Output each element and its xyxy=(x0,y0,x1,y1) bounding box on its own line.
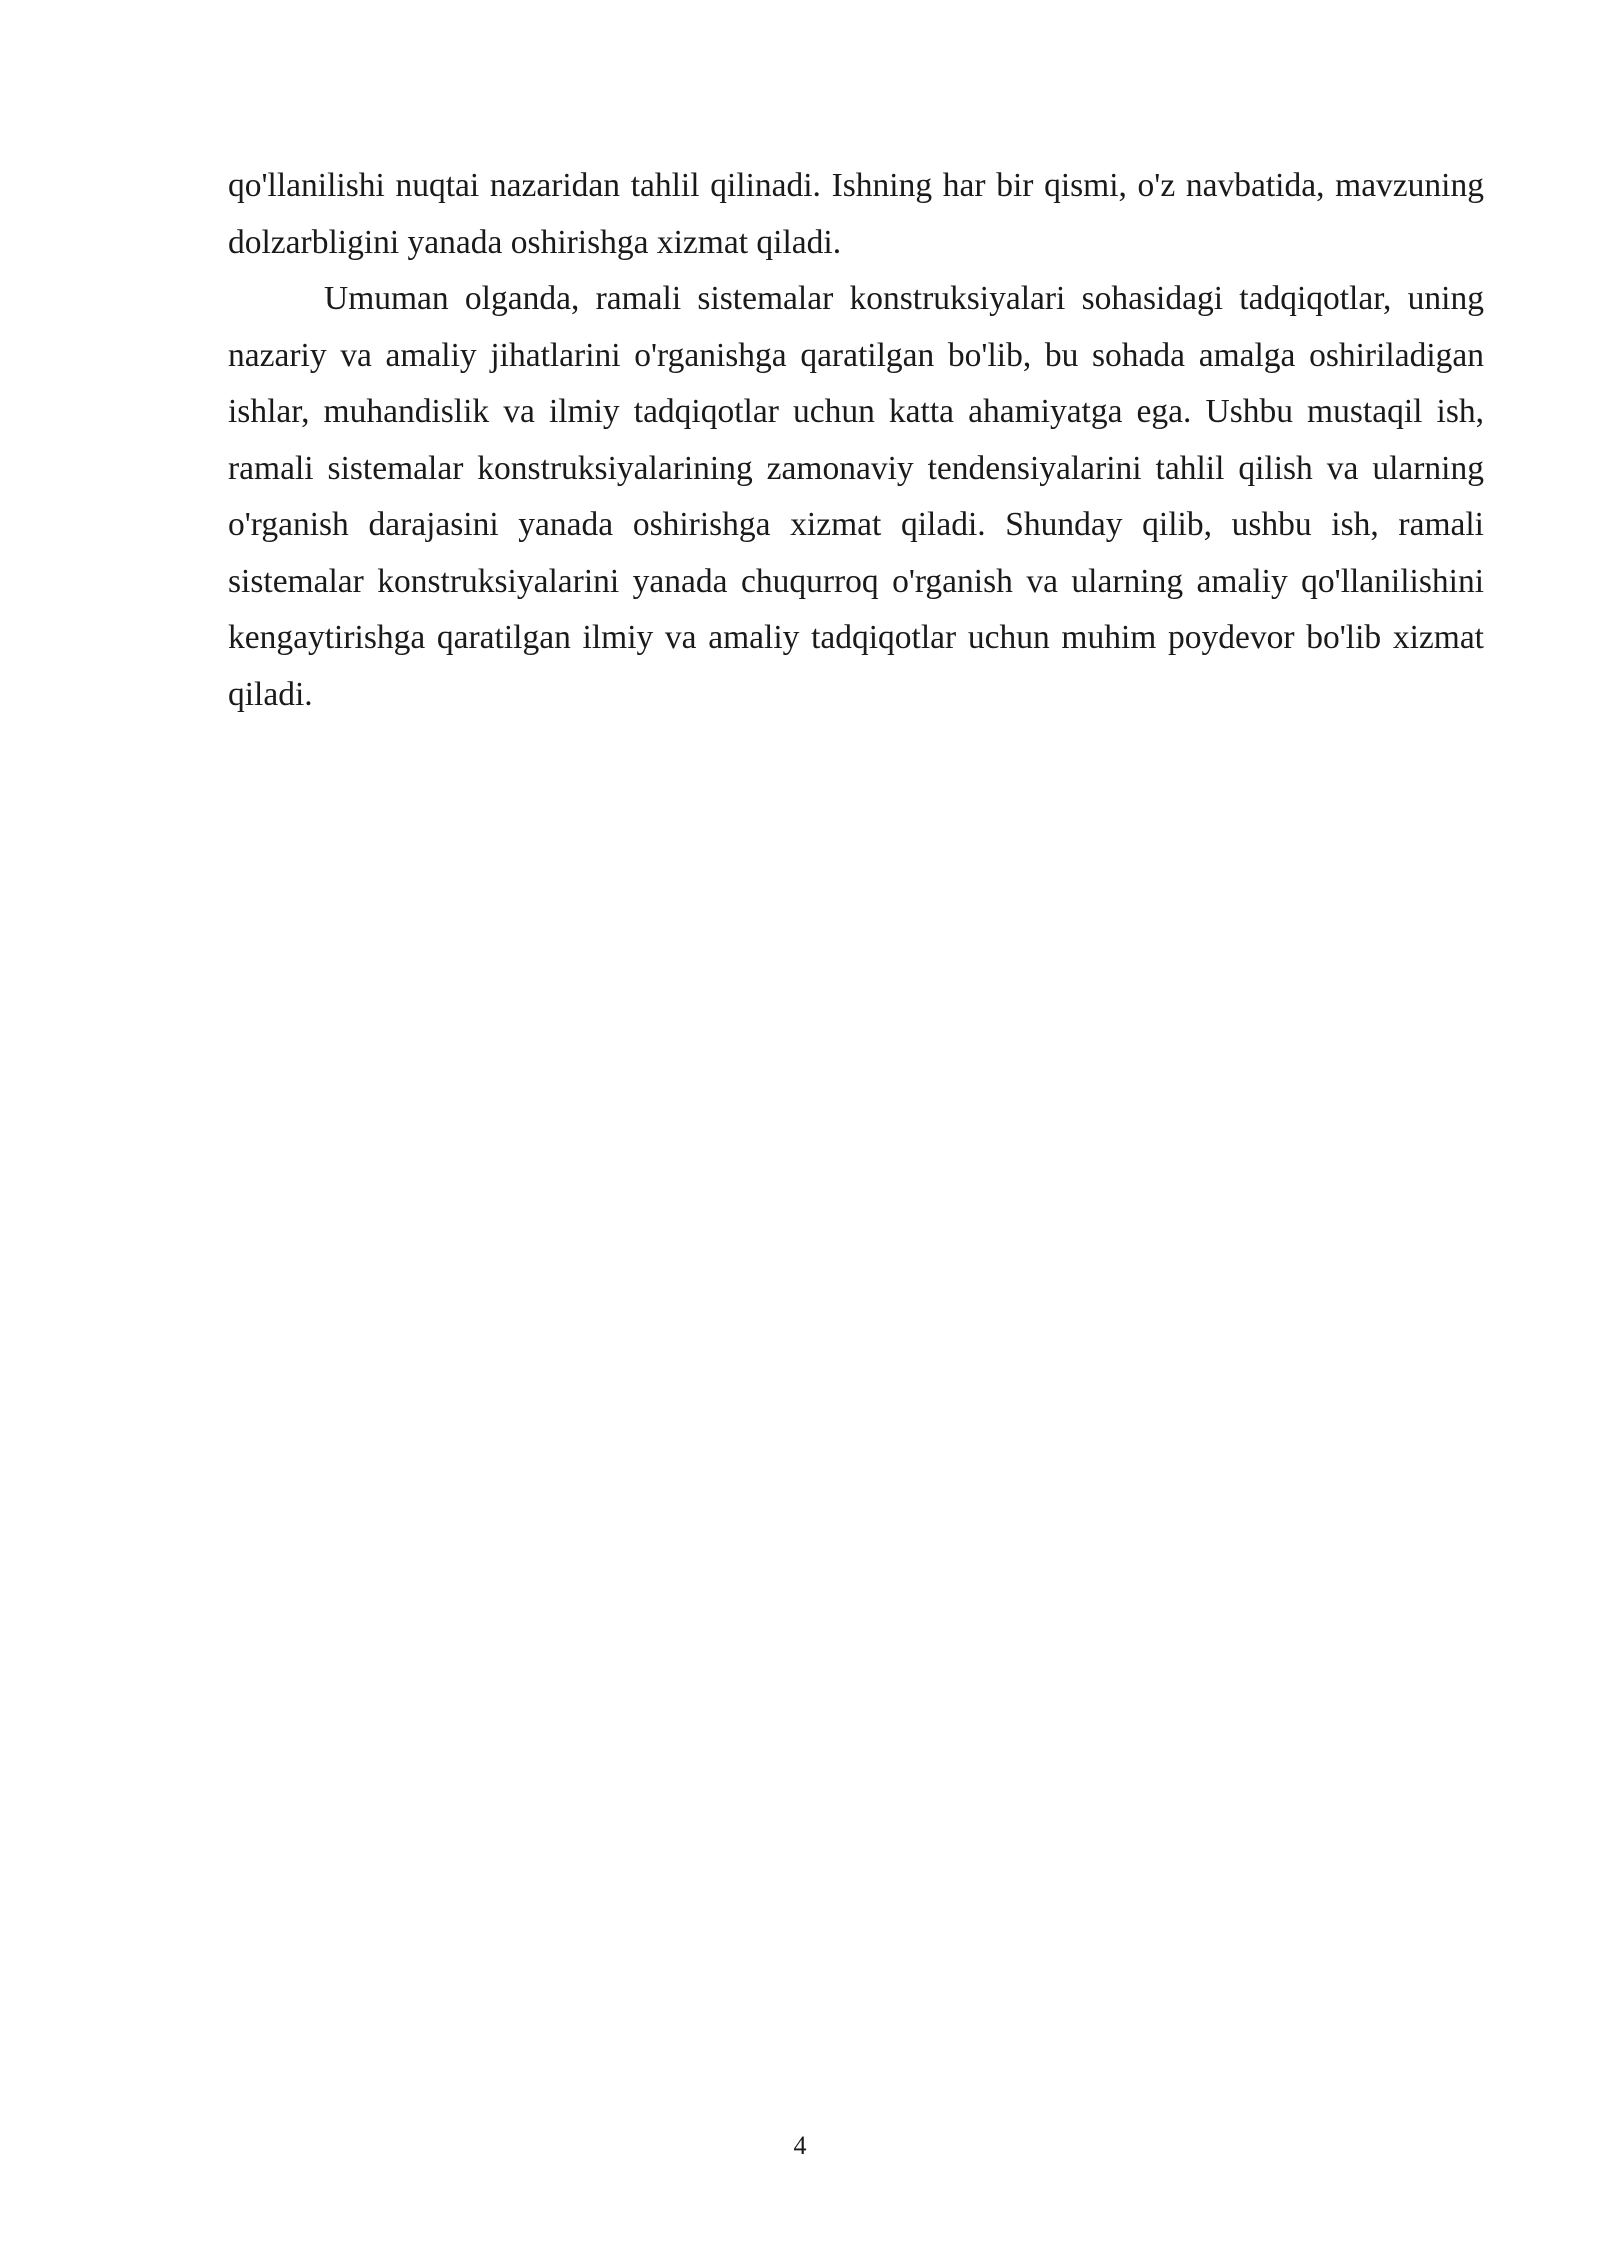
body-text xyxy=(228,158,1484,723)
paragraph-conclusion: Umuman olganda, ramali sistemalar konstruksiyalari sohasidagi tadqiqotlar, uning nazariy va amaliy jihatlarini o'rganishga qaratilgan bo'lib, bu sohada amalga oshiriladigan ishlar, muhandislik va ilmiy tadqiqotlar uchun katta ahamiyatga ega. Ushbu mustaqil ish, ramali sistemalar konstruksiyalarining zamonaviy tendensiyalarini tahlil qilish va ularning o'rganish darajasini yanada oshirishga xizmat qiladi. Shunday qilib, ushbu ish, ramali sistemalar konstruksiyalarini yanada chuqurroq o'rganish va ularning amaliy qo'llanilishini kengaytirishga qaratilgan ilmiy va amaliy tadqiqotlar uchun muhim poydevor bo'lib xizmat qiladi. xyxy=(228,280,1484,713)
page-number: 4 xyxy=(793,2131,807,2160)
paragraph-continuation: qo'llanilishi nuqtai nazaridan tahlil qilinadi. Ishning har bir qismi, o'z navbatida, mavzuning dolzarbligini yanada oshirishga xizmat qiladi. xyxy=(228,167,1484,261)
